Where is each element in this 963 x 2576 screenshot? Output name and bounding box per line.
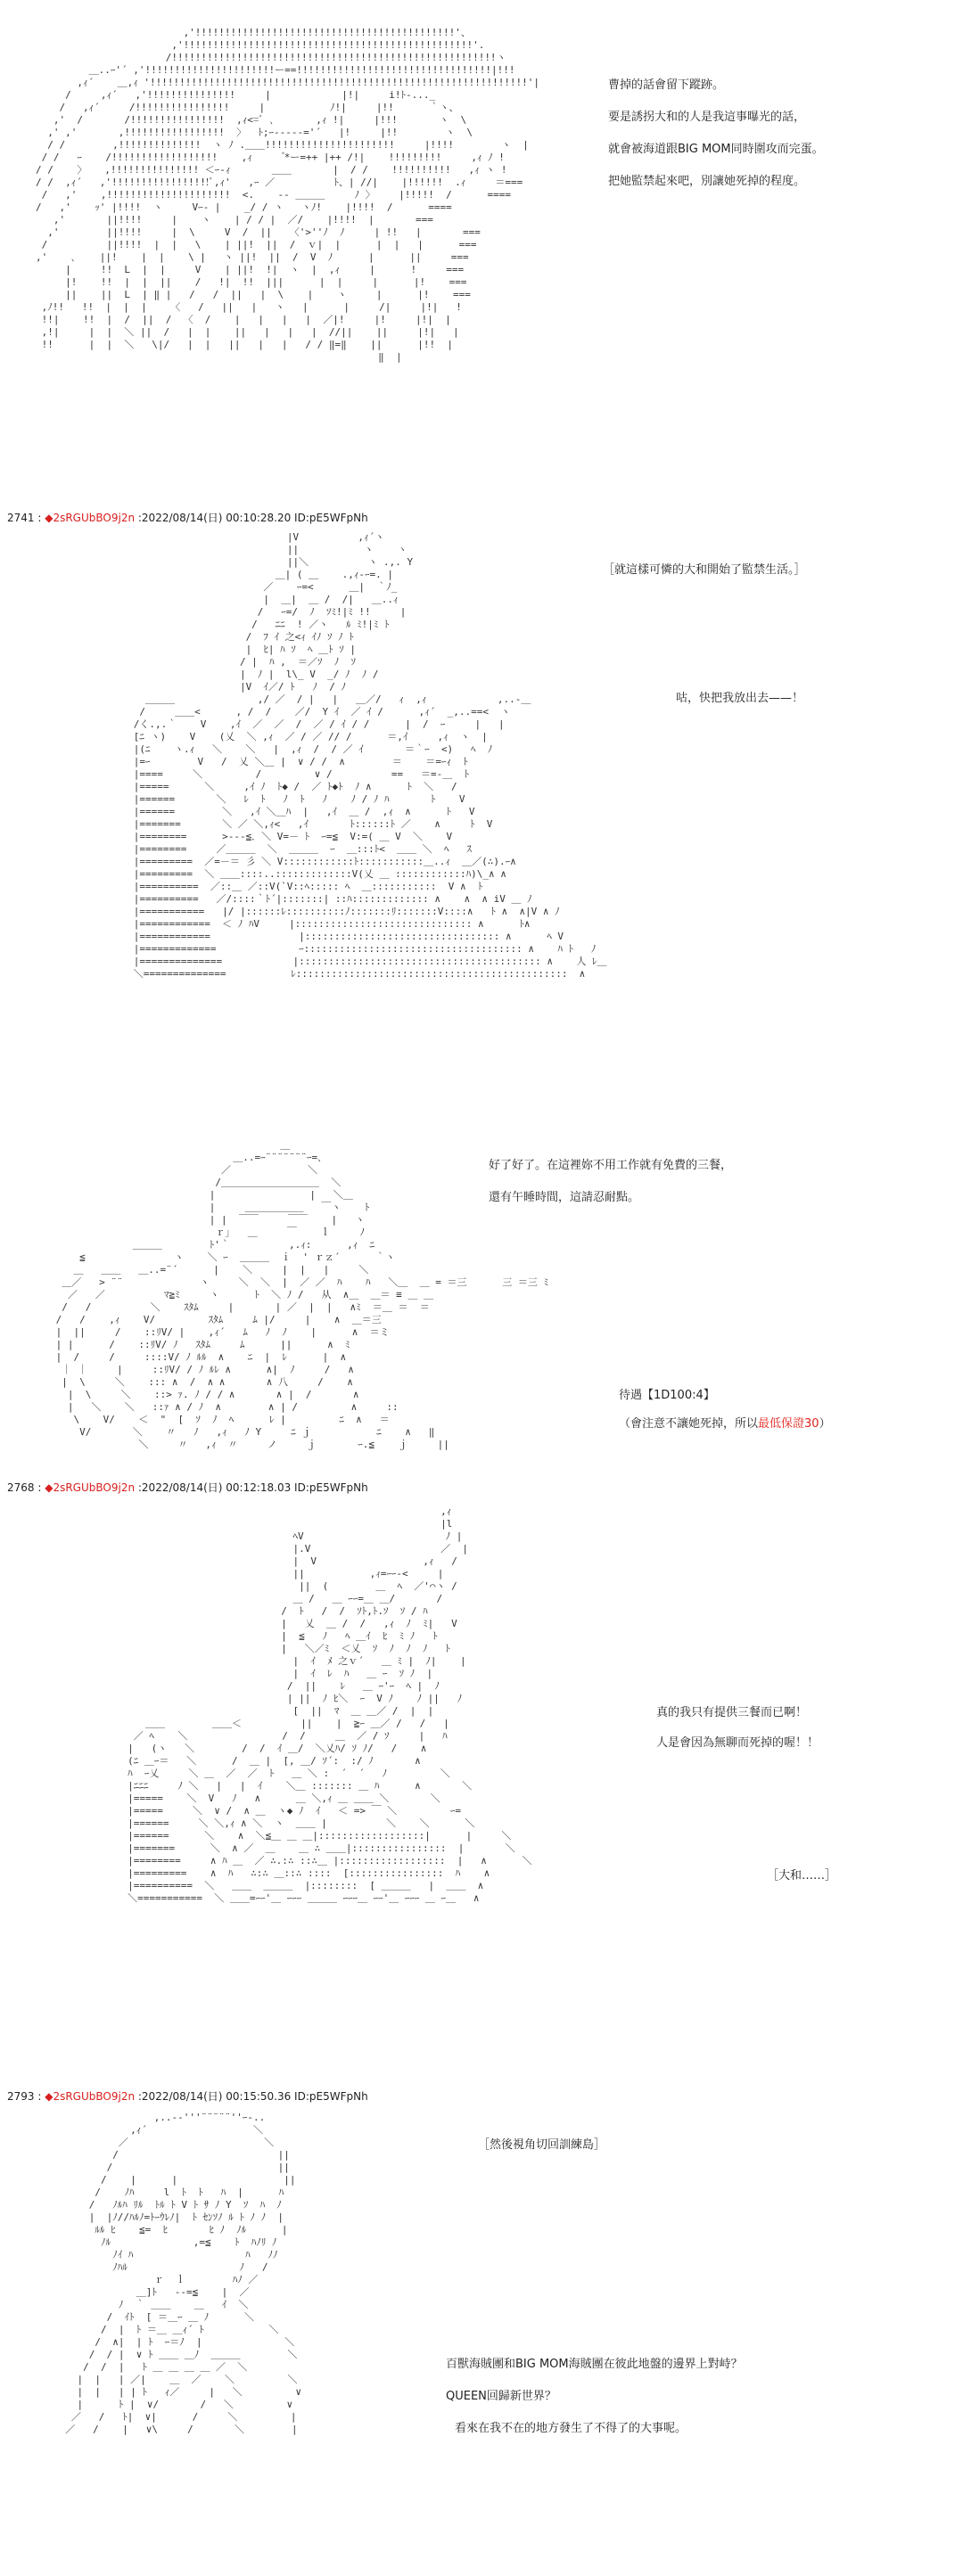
trip-diamond-icon: ◆ <box>45 2090 54 2103</box>
post-number: 2793 : <box>7 2090 45 2103</box>
panel-2 <box>0 526 963 1105</box>
note-suffix: ） <box>819 1417 831 1431</box>
narration-panel-5 <box>446 2349 743 2445</box>
text-line: 就會被海道跟BIG MOM同時圍攻而完蛋。 <box>608 143 824 156</box>
post-header-2768 <box>7 1480 368 1495</box>
dice-result: 待遇【1D100:4】 <box>619 1389 715 1402</box>
post-date: :2022/08/14(日) 00:10:28.20 ID:pE5WFpNh <box>135 512 368 524</box>
text-line: 把她監禁起來吧，別讓她死掉的程度。 <box>608 175 806 188</box>
ascii-art-yamato-cage: |V ,ｨ´ヽ || ヽ ヽ ||＼ ヽ .,. Y ＿| ( ＿ .,ｨ‐ｰ=. | ／ ｰ=< ＿| ｀ﾉ_ | ＿| ＿ / /| ＿..ｨ / ｰ=/ ﾉ ｿﾐ!|ﾐ !! | / ﾆﾆ ! ／ヽ ﾙ ﾐ!|ﾐ ﾄ / ﾌ ｲ 之<ｨ ｲﾉ ｿ ﾉ ﾄ | ﾋ| ﾊ ｿ ﾍ ＿ﾄ ｿ | / | ﾊ , ＝／ｿ ﾉ ｿ | ﾉ | l\_ V _/ ﾉ ﾉ / |V ｲ／/ ﾄ ﾉ / ﾉ ＿＿＿ ,/ ／ / | | ＿／/ ｨ ,ｨ ,..-＿ / ＿＿< , / / ／/ Y ｲ ／ ｲ / ,ｨ´ _,..==< ヽ /く.,.｀ V ,ｲ ／ ／ / ／ / ｲ / / | / ｰ | | [ﾆ ヽ) V (乂 ＼ ,ｨ ／ / ／ // / ＝,ｲ ,ｨ ヽ | |(ﾆ ヽ.ｨ ＼ ＼ | ,ｨ / / ／ ｲ ＝｀ｰ <) ﾍ ﾉ |=ｰ V / 乂 ＼＿ | ∨ / / ∧ ＝ ＝=ｰｨ ﾄ |==== ＼ / ∨ / == ＝=-＿ ﾄ |===== ＼ ,ｲ ﾉ ﾄ◆ / ／ ﾄ◆ﾄ ﾉ ∧ ﾄ ＼ / |====== ＼ ﾚ ﾄ ﾉ ﾄ ﾉ ﾉ / ﾉ ﾊ ﾄ V |====== ＼ ,ｲ ＼＿ﾊ | ,ｲ ＿ / ,ｨ ∧ ﾄ V |======= ＼ ／ ＼,ｨ< ,ｲ ﾄ::::::ﾄ ／ ∧ ﾄ V |======== >---≦．＼ V=－ ﾄ ｰ=≦ V:=( ＿ V ＼ V |======== ／＿＿＿ ＼ ＿＿＿ ｰ ＿:::ﾄ< ＿＿ ＼ ﾍ ｽ |========= ／=－＝ 彡 ＼ V::::::::::::ﾄ:::::::::::＿..ｨ ＿／(∴).ｰ∧ |========= ＼ ＿＿::::..:::::::::::::V(乂 ＿ ::::::::::::ﾊ)\_∧ ∧ |========== ／::＿ ／::V(`V::ﾍ::::: ﾍ ＿::::::::::: V ∧ ﾄ |========== ／/::::｀ﾄ´|:::::::| ::ﾊ::::::::::::: ∧ ∧ ∧ iV ＿ ﾉ |=========== |/ |::::::ﾚ::::::::::ﾉ:::::::ﾘ:::::::V::::∧ ﾄ ∧ ∧|V ∧ ﾉ |============ ＜ ﾉ ﾊV |:::::::::::::::::::::::::::::: ∧ ﾄ∧ |============ |::::::::::::::::::::::::::::::::: ∧ ﾍ V |============= ｰ::::::::::::::::::::::::::::::::::::: ∧ ﾊ ﾄ ﾉ |============== |::::::::::::::::::::::::::::::::::::::::: ∧ 人 ﾚ＿ ＼============== ﾚ:::::::::::::::::::::::::::::::::::::::::::::: ∧ <box>133 531 607 980</box>
text-line: 真的我只有提供三餐而已啊！ <box>656 1706 808 1719</box>
dice-note <box>619 1414 831 1435</box>
speech-panel-2: 咕，快把我放出去——！ <box>676 692 804 705</box>
speech-panel-3 <box>489 1150 732 1214</box>
panel-3 <box>0 1114 963 1489</box>
ascii-art-kaido: ,'!!!!!!!!!!!!!!!!!!!!!!!!!!!!!!!!!!!!!!!!!!!!'、 ,'!!!!!!!!!!!!!!!!!!!!!!!!!!!!!!!!!!!!!!!!!!!!!!!!!'. /!!!!!!!!!!!!!!!!!!!!!!!!!!!!!!!!!!!!!!!!!!!!!!!!!!!!!!!ヽ ＿..ｰ'´ ,'!!!!!!!!!!!!!!!!!!!!!!ー==!!!!!!!!!!!!!!!!!!!!!!!!!!!!!!!!!|!!! ,ｨ´ ＿,ｨ '!!!!!!!!!!!!!!!!!!!!!!!!!!!!!!!!!!!!!!!!!!!!!!!!!!!!!!!!!!!!!!!!'| / ,ｨ´ ,'!!!!!!!!!!!!!!! | |!| i!ﾄ-..._ / ,ｨ´ /!!!!!!!!!!!!!!!! | ﾉ!| |!! ｀ヽ、 ,' / /!!!!!!!!!!!!!!!! ,ｨ<=ﾞ ､ ,ｨ !| |!!! ヽ \ ,' ,' ,!!!!!!!!!!!!!!!!! 〉 ﾄ;ｰ‐---‐='´ |! |!! ヽ \ / / ,!!!!!!!!!!!!!! ヽ ﾉ .＿＿!!!!!!!!!!!!!!!!!!!!!! |!!!! ヽ | / / ｰ /!!!!!!!!!!!!!!!!!! ,ｨ ゙*ー=++ |++ /!| !!!!!!!!! ,ｨ ﾉ ! / / 〉 ,!!!!!!!!!!!!!!! ＜ｰ-ｨ ＿＿ | / / !!!!!!!!!! ,ｨ ヽ ! / / ,ｨ´ ,'!!!!!!!!!!!!!!!!!ﾞ,ｨ' ,ｰ ／ ﾄ、| //| |!!!!!! .ｨ ＝=== / ,' ,!!!!!!!!!!!!!!!!!!!!! <. ‐‐ ＿＿＿ ﾉ 〉 |!!!!! / ==== / ,' ｯ' |!!!! ヽ Vｰ- | _/ / ヽ ヽﾉ! |!!!! / ==== ,' ||!!!! | ヽ | / / | ／/ |!!!! | === ,' ||!!!! | \ V / || 〈'>''ﾉ ﾉ | !! | === / ||!!!! | | \ | ||! || / ｖ| | | | | === ,' ､ ||! | | \ | ヽ ||! || / V ﾉ | || === | !! L | | V | ||! !| ヽ | ,ｨ | ! === |! !! | | || / !| !! ||| | | | |! === || || L | ‖ | / / || | \ | ヽ | |! === ,ﾉ!! !! | | | 〈 / || | ヽ | | /| |!| ! !!| !! | / || / 〈 / | | | | ／|! |! |!| | ,!| | | ＼ || / | | || | | | //|| || |!| | !! | | ＼ \|/ | | || | | / / ‖=‖ || |!! | ‖ | <box>36 27 540 363</box>
thought-panel-4: ［大和……］ <box>767 1869 837 1883</box>
panel-1 <box>0 0 963 464</box>
ascii-art-character-thinking: ,..-‐'''¨¨¨¨¨''ｰ-.. ,ｨ´ ＼ ／ ＼ / || / || / | | || / ﾉﾊ l ﾄ ﾄ ﾊ | ﾊ / ﾉﾙﾊ ﾘﾙ ﾄﾙ ﾄ V ﾄ ｻ ﾉ Y ｿ ﾊ ﾉ | |ﾉ//ﾊﾙﾉ=ﾄｰｳﾚﾉ| ﾄ ｾﾝｿﾉ ﾙ ﾄ ﾉ ﾉ | ﾙﾙ ﾋ ≦= ﾋ ﾋ ﾉ ﾉﾙ | ﾉﾙ ,=≦ ﾄ ﾊﾉﾘ ﾉ ﾉｲ ﾊ ﾊ ﾉﾉ ﾉﾊﾙ ﾉ / ｒ ｌ ﾊﾉ ／ ＿]ﾄ ‐-=≦ | ／ ﾉ ｀ ＿＿ ＿ ｲ ＼ / ｲﾄ [ ＝＿ｰ ＿ ﾉ ＼ / | ﾄ ＝＿ ＿ｨ´ ﾄ ＼ / ∧| | ﾄ ｰ＝ﾉ | ＼ / / | ∨ ﾄ ＿＿ ＿ﾉ ＿＿＿ ＼ / / | ﾄ ＿ ＿ ＿ ＿ ／ ＼ | | | ／| ＿ ／ ＼ ＼ | | | | ﾄ ｨ／ | ＼ ∨ | ﾄ | ∨/ / ＼ ∨ ／ / ﾄ| ∨| / ＼ | ／ / | ∨\ / ＼ | <box>65 2112 302 2435</box>
panel-5 <box>0 2108 963 2576</box>
text-line: 百獸海賊團和BIG MOM海賊團在彼此地盤的邊界上對峙？ <box>446 2358 743 2371</box>
narration-bracket-panel-5: ［然後視角切回訓練島］ <box>478 2138 606 2152</box>
trip-diamond-icon: ◆ <box>45 512 54 524</box>
tripcode-link[interactable]: 2sRGUbBO9j2n <box>53 1481 136 1494</box>
tripcode-link[interactable]: 2sRGUbBO9j2n <box>53 2090 136 2103</box>
text-line: 人是會因為無聊而死掉的喔！！ <box>656 1736 819 1750</box>
text-line: 看來在我不在的地方發生了不得了的大事呢。 <box>455 2422 687 2435</box>
narration-panel-1 <box>608 70 824 198</box>
narration-bracket-panel-2: ［就這樣可憐的大和開始了監禁生活。］ <box>603 563 806 577</box>
note-prefix: （會注意不讓她死掉，所以 <box>619 1417 759 1431</box>
text-line: 要是誘拐大和的人是我這事曝光的話， <box>608 111 806 124</box>
text-line: 好了好了。在這裡妳不用工作就有免費的三餐， <box>489 1159 733 1172</box>
text-line: QUEEN回歸新世界？ <box>446 2390 556 2403</box>
ascii-art-yamato-shouting: ,ｨ |l ﾍV ﾉ | |.V ／ | | V ,ｨ / || ,ｨ=ｰｰ‐< | || ( ＿ ﾍ ／'⌒ヽ / ＿ / ＿ ｰｰ=＿ ＿/ / / ﾄ / / ｿﾄ,ﾄ.ｿ ｿ / ﾊ | 乂 ＿ / / ,ｨ ﾉ ﾐ| V | ≦ ﾉ ﾍ ＿ｲ ﾋ ﾐ ﾉ ﾄ | ＼／ﾐ ＜乂 ｿ ﾉ ﾉ ﾉ ﾄ | ｲ ﾒ 之ｖ´ ＿ ﾐ | ﾉ| | | ｲ ﾚ ﾊ ＿ ｰ ｿ ﾉ | / || ﾚ ＿ ｰ'ｰ ﾍ | ﾉ | || ﾉ ﾋ＼ ｰ V ﾉ ﾉ || ﾉ [ || ﾏ ＿ ＿／ / | | ＿＿ ＿＿＜ || | ≧ｰ ＿／ / / | ／ ﾍ ＼ / / ＿ ／ / ｿ | ﾊ | (ヽ ＼ / / ｲ ＿/ ＼乂ﾊ/ ｿ ﾉ/ / ∧ (ﾆ ＿ｰ＝ ＼ / ＿ | [, ＿/ ｿ´: :/ ﾉ ∧ ﾊ ｰ乂 ＼ ＿ ／ ／ ﾄ ＿ ＼ : ´ ´ ﾉ ＼ |ﾆﾆﾆ ﾉ ＼ | | ｲ ＼＿ ::::::: ＿ ﾊ ∧ ＼ |===== ＼ V ﾉ ∧ ＿ ＼,ｨ ＿ ＿＿ ＼ ＼ |===== ＼ ∨ / ∧ ＿ ヽ◆ ﾉ ｲ ＜ => ￣ ＼ ｰ= |====== ＼ ＼,ｨ ∧ ＼ ヽ ＿＿ | ＼ ＼ ＼ |====== ＼ ∧ ＼≦＿ ＿ ＿|::::::::::::::::::| | ＼ |======= ＼ ∧ ／ ＿ ＿ ∴ ＿＿|:::::::::::::::: | ＼ |======== ∧ ﾊ ＿ ／ ∴.:∴ ::∴＿ |:::::::::::::::::: | ∧ ＼ |========= ∧ ﾊ ∴:∴ ＿::∴ :::: [:::::::::::::::: ﾊ ∧ |========== ＼ ＿＿ ＿＿＿ |:::::::: [ ＿＿＿ | ＿＿ ∧ ＼=========== ＼ ＿＿=ｰｰ'＿ ｰｰｰ ＿＿＿ ｰｰｰ＿ ｰｰ'＿ ｰｰｰ ＿ ｰ＿ ∧ <box>128 1505 532 1904</box>
trip-diamond-icon: ◆ <box>45 1481 54 1494</box>
post-date: :2022/08/14(日) 00:12:18.03 ID:pE5WFpNh <box>135 1481 368 1494</box>
post-number: 2768 : <box>7 1481 45 1494</box>
post-header-2793 <box>7 2088 368 2104</box>
speech-panel-4 <box>656 1698 819 1759</box>
note-highlight: 最低保證30 <box>758 1417 819 1431</box>
panel-4 <box>0 1502 963 2072</box>
tripcode-link[interactable]: 2sRGUbBO9j2n <box>53 512 136 524</box>
text-line: 還有午睡時間，這請忍耐點。 <box>489 1191 640 1204</box>
post-header-2741 <box>7 510 368 525</box>
post-number: 2741 : <box>7 512 45 524</box>
text-line: 曹掉的話會留下蹤跡。 <box>608 78 725 92</box>
ascii-art-kaido-yamato: ＿ ＿..=ｰ¨¨¨¨¨¨¨ｰ=､ ／ ＼ /＿＿＿＿＿＿＿＿＿＿ ＼ | | ＼＿ | ＿＿＿＿＿＿ ￣ヽ ﾄ | | ￣￣ ￣￣ | ヽ ｒ｣ ＿ ￣ ｌ ﾉ ＿＿＿ ﾄ'｀ ,.ｨ: ,ｨ ﾆ ≦ ヽ ＼ ｰ ＿＿＿ ｉ ' ｒｚ´ ｀ヽ ＿ ＿＿ ＿..=¨´ | ＼ | | | ＼ ＿／ > ¨¨ ヽ ＼ ＼ | ／ ／ ﾊ ﾊ ＼＿ ＿ = ＝三 三 ＝三 ﾐ ／ ／ ﾏ≧ﾐ ヽ ﾄ ＼ ﾉ / 从 ∧＿ ＿＝ ≡ ＿ ＿ / / ＼ ｽﾀﾑ | | ／ | | ∧ﾐ ＝＿ ＝ ＝ / / ,ｨ V/ ｽﾀﾑ ﾑ |/ | ∧ ＿＝三 | || / ::ﾘV/ | ,ｨ´ ﾑ ﾉ ﾉ | ∧ ＝ミ | | / ::ﾘV/ ﾉ ｽﾀﾑ ﾑ || ∧ ﾐ | / / ::::V/ ﾉ ﾙﾙ ∧ ﾆ | ﾚ | ∧ ｜ ｜ | ::ﾘV/ / ﾉ ﾙﾚ ∧ ∧| ﾉ / ∧ | \ ＼ ::: ∧ / ∧ ∧ ∧ 八 / ∧ | \ ＼ ::> ｧ. ﾉ / / ∧ ∧ | / ∧ | ＼ ＼ ::ｧ ∧ / ﾉ ∧ ∧ | / ∧ :: \ V/ ＜ " [ ｿ ﾉ ﾍ ﾚ | ﾆ ∧ ＝ V/ ＼ 〃 ﾉ ,ｨ ﾉ Y ﾆ ｊ ﾆ ∧ ‖ ＼ 〃 ,ｨ 〃 ノ ｊ ｰ.≦ ｊ || <box>55 1139 548 1450</box>
post-date: :2022/08/14(日) 00:15:50.36 ID:pE5WFpNh <box>135 2090 368 2103</box>
